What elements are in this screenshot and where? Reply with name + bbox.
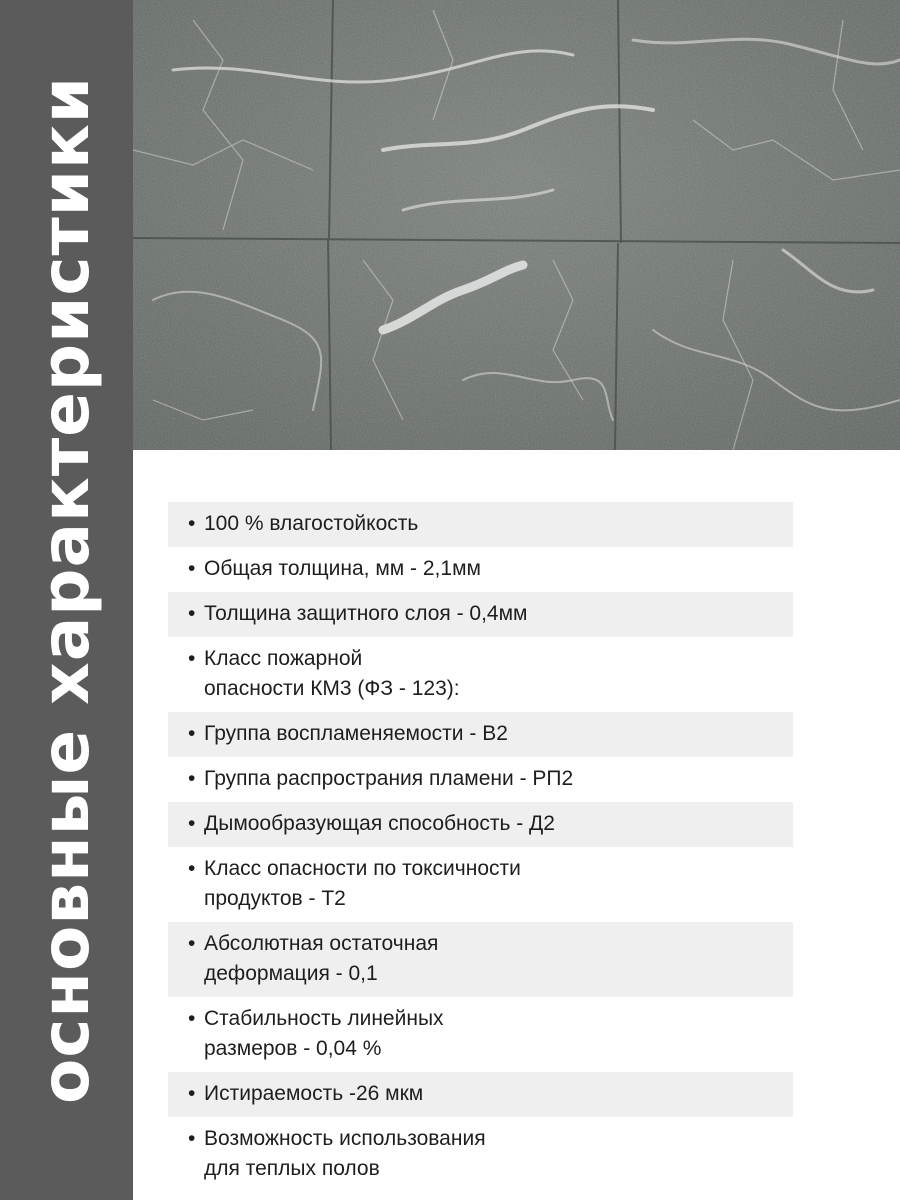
spec-text: Стабильность линейных размеров - 0,04 % <box>204 1007 444 1060</box>
bullet-icon: • <box>188 812 196 835</box>
bullet-icon: • <box>188 722 196 745</box>
marble-photo <box>133 0 900 450</box>
bullet-icon: • <box>188 512 196 535</box>
bullet-icon: • <box>188 1082 196 1105</box>
specs-list <box>168 502 793 1192</box>
list-item <box>168 547 793 592</box>
sidebar-title: основные характеристики <box>27 75 104 1105</box>
spec-text: Класс опасности по токсичности продуктов - Т2 <box>204 857 521 910</box>
spec-text: Истираемость -26 мкм <box>204 1082 424 1105</box>
sidebar <box>0 0 133 1200</box>
spec-text: Группа воспламеняемости - В2 <box>204 722 508 745</box>
list-item <box>168 922 793 997</box>
spec-text: 100 % влагостойкость <box>204 512 419 535</box>
list-item <box>168 1072 793 1117</box>
list-item <box>168 802 793 847</box>
bullet-icon: • <box>188 1007 196 1030</box>
bullet-icon: • <box>188 557 196 580</box>
list-item <box>168 997 793 1072</box>
spec-text: Толщина защитного слоя - 0,4мм <box>204 602 528 625</box>
list-item <box>168 757 793 802</box>
list-item <box>168 712 793 757</box>
bullet-icon: • <box>188 602 196 625</box>
marble-tile-icon <box>133 0 900 450</box>
spec-text: Группа распространия пламени - РП2 <box>204 767 574 790</box>
spec-text: Общая толщина, мм - 2,1мм <box>204 557 481 580</box>
list-item <box>168 637 793 712</box>
bullet-icon: • <box>188 647 196 670</box>
bullet-icon: • <box>188 1127 196 1150</box>
spec-text: Возможность использования для теплых полов <box>204 1127 486 1180</box>
bullet-icon: • <box>188 932 196 955</box>
list-item <box>168 1117 793 1192</box>
list-item <box>168 847 793 922</box>
bullet-icon: • <box>188 767 196 790</box>
bullet-icon: • <box>188 857 196 880</box>
list-item <box>168 502 793 547</box>
spec-text: Абсолютная остаточная деформация - 0,1 <box>204 932 439 985</box>
spec-text: Класс пожарной опасности КМ3 (ФЗ - 123): <box>204 647 460 700</box>
list-item <box>168 592 793 637</box>
spec-text: Дымообразующая способность - Д2 <box>204 812 555 835</box>
